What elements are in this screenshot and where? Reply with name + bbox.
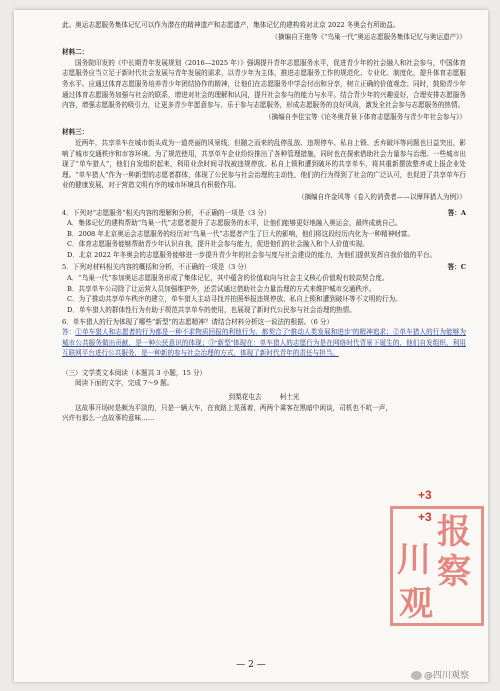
page-number: — 2 —	[236, 660, 266, 670]
source-citation-1: （摘编自王艳等《“鸟巢一代”奥运志愿服务集体记忆与奥运遗产》）	[271, 32, 466, 41]
question-6-answer-prefix: 答：	[62, 329, 76, 337]
material-2-text: 国务院印发的《中长期青年发展规划（2016—2025 年）》强调提升青年志愿服务水平，促进青少年的社会融入和社会参与，中国体育志愿服务应当立足于新时代社会发展与青年发展的需求，以青少年为主体，推进志愿服务工作的规范化、专业化、制度化，提升体育志愿服务水平。应通过体育志愿服务培养青少年团结协作的精神，让他们在志愿服务中学会付出和分享，树立正确的价值观念；同时，鼓励青少年通过体育志愿服务加强与社会的联系，增进对社会的理解和认同，提升社会参与的能力与水平。结合青少年的兴趣爱好，合理安排志愿服务内容，增强志愿服务的吸引力，让更多青少年愿意参与、乐于参与志愿服务，形成志愿服务的良好风尚，激发全社会参与志愿服务的热情。	[62, 58, 466, 110]
question-4-stem	[62, 208, 466, 219]
question-4-answer: 答：A	[447, 208, 466, 217]
question-5-option-d: D．单车猎人的群体性行为有助于规范共享单车的使用，也展现了新时代公民参与社会治理的热情。	[67, 305, 356, 314]
stamp-char-2: 川	[397, 540, 431, 580]
stamp-char-1: 报	[437, 512, 471, 552]
weibo-icon	[411, 671, 422, 680]
watermark-text: @四川观察	[424, 671, 470, 681]
page-content	[62, 20, 466, 424]
stamp-char-4: 观	[399, 584, 433, 624]
story-title: 到梨花屯去	[228, 393, 262, 401]
source-citation-2: （摘编自李佳宝等《论冬奥背景下体育志愿服务与青少年社会参与》）	[264, 112, 466, 121]
grade-mark-b: +3	[418, 510, 432, 524]
question-4-option-d: D．北京 2022 年冬奥会的志愿服务能够进一步提升青少年的社会参与度与社会建设的能力，为他们提供发挥自我价值的平台。	[67, 250, 437, 259]
question-5-text: 5．下列对材料相关内容的概括和分析，不正确的一项是（3 分）	[62, 263, 251, 272]
question-6-stem: 6．单车猎人的行为体现了哪些“新型”的志愿精神？请结合材料分析这一说法的根据。（6 分）	[62, 318, 334, 327]
question-4-option-c: C．体育志愿服务能够帮助青少年认识自我，提升社会参与能力，促进他们的社会融入和个人价值实现。	[67, 240, 369, 249]
question-5-answer: 答：C	[447, 263, 466, 272]
question-5-option-a: A．“鸟巢一代”参加奥运志愿服务形成了集体记忆，其中蕴含的价值取向与社会主义核心价值观有较高契合度。	[67, 274, 389, 283]
weibo-watermark	[411, 668, 469, 681]
stamp-char-3: 察	[437, 552, 471, 592]
story-author: 柯土光	[279, 393, 300, 401]
material-3-text: 近两年，共享单车在城市街头成为一道亮丽的风景线，但随之而来的乱停乱放、违规停车、私自上锁、丢弃破坏等问题也日益突出，影响了城市交通秩序和市容环境。为了规范使用，共享单车企业纷纷推出了各种管理措施，同时也在探索借助社会力量参与治理。一些城市出现了“单车猎人”，他们自发组织起来，利用业余时间寻找被违规停放、私自上锁和遭到破坏的共享单车，将其重新摆放整齐或上报企业处理。“单车猎人”作为一种新型的志愿者群体，体现了公民参与社会治理的主动性，他们的行为得到了社会的广泛认可，也促进了共享单车行业的健康发展，对于营造文明有序的城市环境具有积极作用。	[62, 138, 466, 190]
question-6-answer-text: ①单车猎人和志愿者的行为都是一种不求物质回报的利他行为，都契合了“推动人类发展和进步”的精神追求；②单车猎人的行为能够为城市公共服务做出贡献，是一种公民意识的体现；③“新型”体现在：单车猎人的志愿行为是在网络时代背景下诞生的，他们自发组织，利用互联网平台进行公共服务，是一种新的参与社会治理的方式，体现了新时代青年的责任与担当。	[62, 329, 467, 358]
top-paragraph: 此。奥运志愿服务集体记忆可以作为潜在的精神遗产和志愿遗产，集体记忆的建构将对北京 2022 冬奥会有所助益。	[62, 21, 400, 29]
source-citation-3: （摘编自许金风等《卷入的消费者——以摩拜猎人为例》）	[297, 192, 466, 201]
section-instruction: 阅读下面的文字，完成 7～9 题。	[75, 379, 174, 388]
story-text: 这故事开场时是颇为平淡的，只是一辆大车，在夜路上晃荡着，两两个乘客在黑暗中闲谈，司机也不吭一声，兴许有那么一点故事的意味……	[62, 403, 392, 423]
watermark-stamp	[390, 506, 484, 626]
section-heading: （三）文学类文本阅读（本题共 3 小题，15 分）	[62, 368, 207, 377]
story-heading	[62, 392, 466, 403]
question-5-stem	[62, 262, 466, 273]
material-2-title: 材料二：	[62, 48, 89, 57]
grade-mark-a: +3	[418, 488, 432, 502]
question-5-option-b: B．共享单车公司除了让运营人员加强维护外，还尝试通过借助社会力量治理的方式来维护城市交通秩序。	[67, 284, 376, 293]
question-4-text: 4．下列对“志愿服务”相关内容的理解和分析，不正确的一项是（3 分）	[62, 208, 271, 217]
question-5-option-c: C．为了推动共享单车秩序的建立，单车猎人主动寻找并拍照举报违规停放、私自上锁和遭到破坏等不文明的行为。	[67, 295, 402, 304]
question-6-handwritten-answer	[62, 328, 466, 360]
question-4-option-b: B．2008 年北京奥运会志愿服务的经历对“鸟巢一代”志愿者产生了巨大的影响，他们将这段经历内化为一种精神财富。	[67, 229, 414, 238]
question-4-option-a: A．集体记忆的建构帮助“鸟巢一代”志愿者提升了志愿服务的水平，让他们能够更好地融入奥运会，最终成就自己。	[67, 219, 402, 228]
material-3-title: 材料三：	[62, 128, 89, 137]
